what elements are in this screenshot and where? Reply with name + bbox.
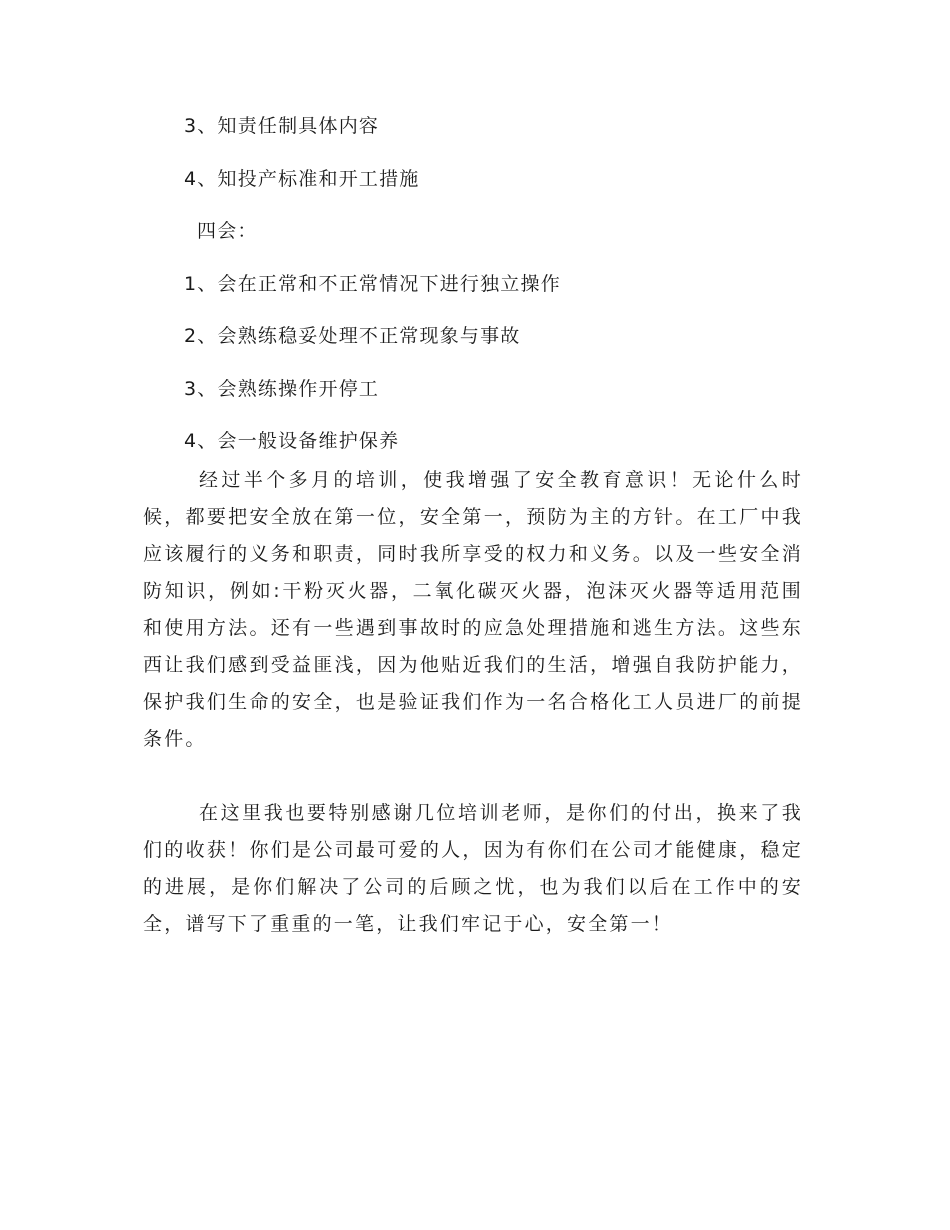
training-summary-paragraph: 经过半个多月的培训，使我增强了安全教育意识！无论什么时候，都要把安全放在第一位，安全第一，预防为主的方针。在工厂中我应该履行的义务和职责，同时我所享受的权力和义务。以及一些安全消防知识，例如:干粉灭火器，二氧化碳灭火器，泡沫灭火器等适用范围和使用方法。还有一些遇到事故时的应急处理措施和逃生方法。这些东西让我们感到受益匪浅，因为他贴近我们的生活，增强自我防护能力，保护我们生命的安全，也是验证我们作为一名合格化工人员进厂的前提条件。 [143, 469, 803, 750]
know-list-item-3: 3、知责任制具体内容 [184, 115, 380, 137]
can-list-item-4: 4、会一般设备维护保养 [184, 430, 400, 452]
can-list-item-2: 2、会熟练稳妥处理不正常现象与事故 [184, 325, 521, 347]
thanks-paragraph: 在这里我也要特别感谢几位培训老师，是你们的付出，换来了我们的收获！你们是公司最可爱的人，因为有你们在公司才能健康，稳定的进展，是你们解决了公司的后顾之忧，也为我们以后在工作中的安全，谱写下了重重的一笔，让我们牢记于心，安全第一！ [143, 802, 803, 935]
know-list-item-4: 4、知投产标准和开工措施 [184, 168, 420, 190]
can-list-item-3: 3、会熟练操作开停工 [184, 378, 380, 400]
can-list-item-1: 1、会在正常和不正常情况下进行独立操作 [184, 273, 561, 295]
four-can-heading: 四会： [197, 220, 258, 242]
